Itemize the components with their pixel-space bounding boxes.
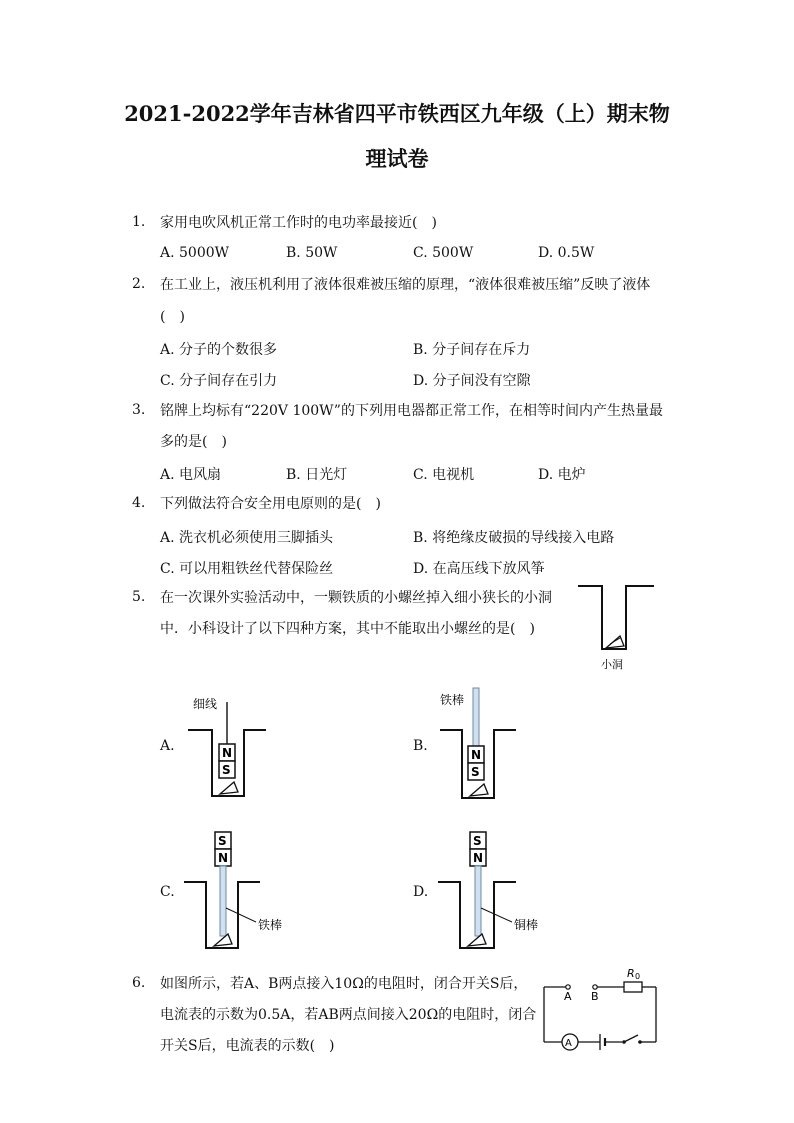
question-1-option-b: B. 50W: [286, 245, 338, 261]
question-1-option-c: C. 500W: [413, 245, 474, 261]
question-5-option-c: C.: [160, 884, 175, 900]
question-4-option-b: B. 将绝缘皮破损的导线接入电路: [413, 530, 615, 546]
iron-rod-label-c: 铁棒: [258, 918, 283, 932]
question-4-option-c: C. 可以用粗铁丝代替保险丝: [160, 561, 334, 577]
ammeter-label: A: [565, 1038, 572, 1049]
screw-icon: [470, 784, 488, 796]
question-3-stem-line2: 多的是( ): [160, 434, 227, 450]
option-c-figure: [180, 828, 300, 953]
question-5-stem-line1: 在一次课外实验活动中，一颗铁质的小螺丝掉入细小狭长的小洞: [160, 590, 552, 606]
exam-title-line2: 理试卷: [365, 146, 429, 171]
magnet-n-label: N: [222, 746, 233, 760]
terminal-a: [566, 985, 570, 989]
question-3-option-d: D. 电炉: [538, 467, 586, 483]
question-4-number: 4.: [132, 495, 146, 511]
question-2-number: 2.: [132, 276, 146, 292]
screw-icon: [220, 782, 238, 794]
question-1-option-d: D. 0.5W: [538, 245, 595, 261]
option-b-figure: [432, 686, 532, 806]
thread-label: 细线: [193, 697, 218, 711]
magnet-n-label: N: [471, 748, 482, 762]
exam-title-line1: 2021-2022学年吉林省四平市铁西区九年级（上）期末物: [124, 101, 670, 126]
magnet-s-label: S: [222, 763, 231, 777]
terminal-b-label: B: [591, 990, 599, 1003]
question-5-number: 5.: [132, 589, 146, 605]
option-a-figure: [180, 690, 280, 805]
resistor-r0: [624, 982, 642, 992]
question-1-number: 1.: [132, 214, 146, 230]
magnet-s-label: S: [218, 834, 227, 848]
iron-rod: [473, 688, 479, 746]
small-hole-figure: [570, 580, 665, 675]
question-2-stem-line1: 在工业上，液压机利用了液体很难被压缩的原理，“液体很难被压缩”反映了液体: [160, 277, 651, 293]
question-5-option-a: A.: [160, 738, 175, 754]
magnet-s-label: S: [473, 834, 482, 848]
question-6-number: 6.: [132, 975, 146, 991]
question-2-option-d: D. 分子间没有空隙: [413, 373, 531, 389]
terminal-b: [593, 985, 597, 989]
question-1-option-a: A. 5000W: [160, 245, 230, 261]
hole-label: 小洞: [601, 658, 623, 671]
iron-rod: [220, 866, 226, 936]
iron-rod-label-b: 铁棒: [440, 693, 465, 707]
question-2-option-c: C. 分子间存在引力: [160, 373, 278, 389]
circuit-diagram: [538, 962, 663, 1057]
question-1-stem: 家用电吹风机正常工作时的电功率最接近( ): [160, 215, 437, 231]
copper-rod-label: 铜棒: [514, 918, 539, 932]
question-6-stem-line3: 开关S后，电流表的示数( ): [160, 1038, 335, 1054]
question-4-option-d: D. 在高压线下放风筝: [413, 561, 545, 577]
question-3-option-c: C. 电视机: [413, 467, 475, 483]
question-4-stem: 下列做法符合安全用电原则的是( ): [160, 496, 381, 512]
question-5-option-b: B.: [413, 738, 428, 754]
question-2-option-a: A. 分子的个数很多: [160, 342, 278, 358]
r0-label: R: [627, 967, 635, 980]
magnet-s-label: S: [471, 765, 480, 779]
option-d-figure: [432, 828, 552, 953]
question-6-stem-line1: 如图所示，若A、B两点接入10Ω的电阻时，闭合开关S后，: [160, 976, 528, 992]
question-2-option-b: B. 分子间存在斥力: [413, 342, 531, 358]
magnet-n-label: N: [218, 851, 229, 865]
terminal-a-label: A: [564, 990, 572, 1003]
copper-rod: [475, 866, 481, 936]
magnet-n-label: N: [473, 851, 484, 865]
r0-subscript: 0: [635, 972, 641, 981]
question-3-stem-line1: 铭牌上均标有“220V 100W”的下列用电器都正常工作，在相等时间内产生热量最: [160, 403, 663, 419]
question-2-stem-line2: ( ): [160, 309, 185, 325]
question-5-stem-line2: 中．小科设计了以下四种方案，其中不能取出小螺丝的是( ): [160, 621, 535, 637]
question-3-option-a: A. 电风扇: [160, 467, 222, 483]
question-3-option-b: B. 日光灯: [286, 467, 348, 483]
question-4-option-a: A. 洗衣机必须使用三脚插头: [160, 530, 334, 546]
question-6-stem-line2: 电流表的示数为0.5A，若AB两点间接入20Ω的电阻时，闭合: [160, 1007, 537, 1023]
switch-s-icon: [624, 1035, 638, 1042]
question-3-number: 3.: [132, 402, 146, 418]
question-5-option-d: D.: [413, 884, 429, 900]
